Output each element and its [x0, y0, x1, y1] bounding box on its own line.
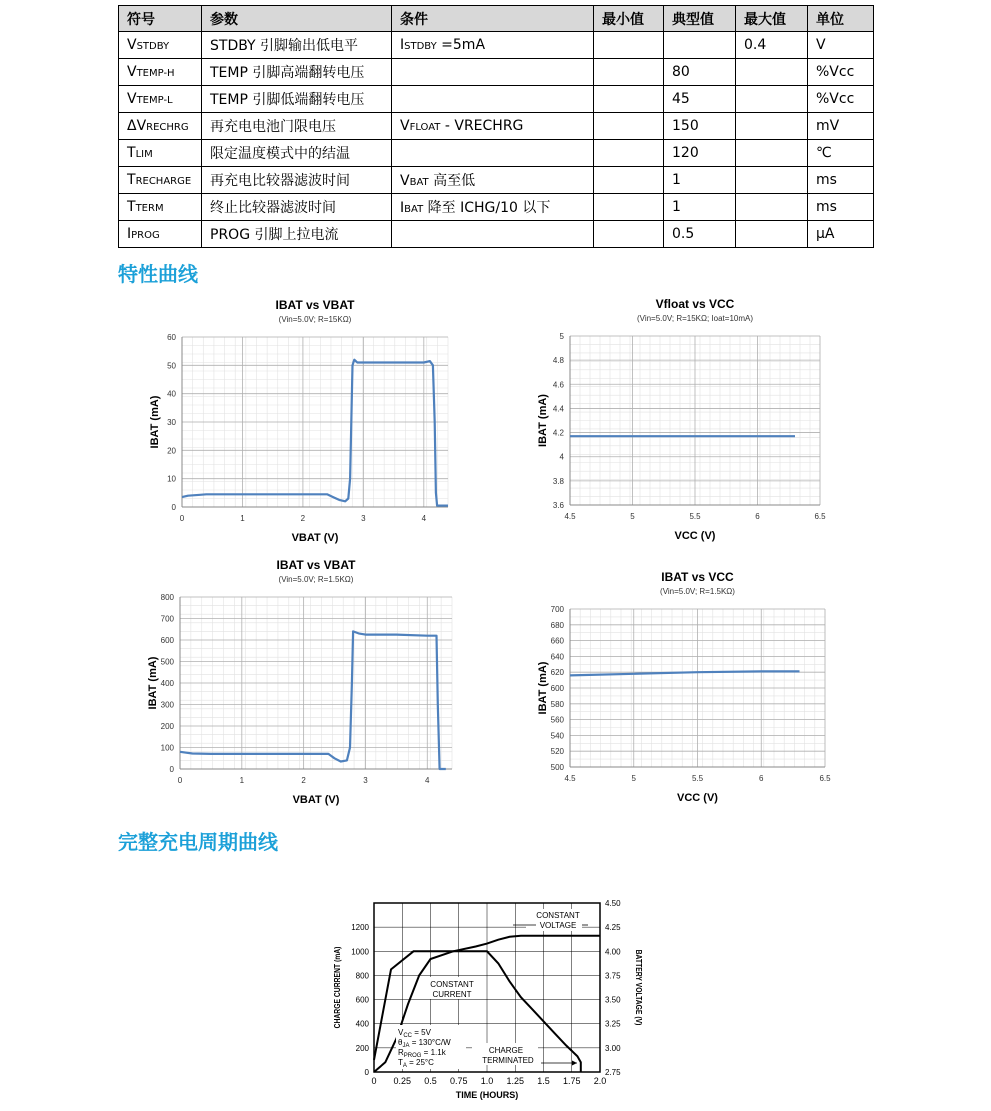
cell-max: 0.4	[736, 32, 808, 59]
table-row	[119, 32, 874, 59]
y-axis-label: IBAT (mA)	[537, 394, 549, 447]
cell-parameter: 再充电比较器滤波时间	[202, 167, 392, 194]
symbol-main: V	[127, 91, 137, 107]
y-axis-label: IBAT (mA)	[537, 661, 549, 715]
condition-subscript: FLOAT	[409, 122, 441, 133]
cell-unit: mV	[808, 113, 874, 140]
symbol-main: T	[127, 172, 136, 188]
y-tick-label: 0	[169, 765, 174, 774]
cell-unit: ℃	[808, 140, 874, 167]
cell-typ: 45	[664, 86, 736, 113]
charge-terminated-label: TERMINATED	[482, 1056, 534, 1065]
condition-subscript: JA	[402, 1043, 410, 1049]
cell-unit: %Vcc	[808, 86, 874, 113]
y-tick-label: 580	[550, 699, 564, 709]
y-tick-label: 560	[550, 715, 564, 725]
cell-max	[736, 59, 808, 86]
cell-condition	[392, 59, 594, 86]
cell-min	[594, 32, 664, 59]
cell-min	[594, 194, 664, 221]
constant-current-label: CONSTANT	[430, 980, 474, 989]
cell-condition	[392, 221, 594, 248]
col-typ: 典型值	[664, 6, 736, 32]
symbol-main: V	[127, 64, 137, 80]
condition-main: V	[400, 173, 410, 189]
y-tick-label: 4.4	[552, 404, 564, 414]
x-tick-label: 4.5	[564, 774, 576, 783]
x-axis-label: VCC (V)	[677, 792, 718, 804]
y-tick-label: 620	[550, 668, 564, 678]
x-tick-label: 5	[630, 512, 635, 521]
y-tick-label: 700	[550, 605, 564, 614]
x-tick-label: 1.25	[506, 1076, 525, 1086]
cell-symbol	[119, 113, 202, 140]
symbol-subscript: RECHARGE	[135, 176, 192, 187]
y2-tick-label: 3.25	[605, 1019, 621, 1029]
x-tick-label: 0	[371, 1076, 377, 1086]
y-tick-label: 800	[160, 593, 174, 602]
condition-rest: = 25°C	[406, 1058, 434, 1067]
x-tick-label: 1	[239, 776, 245, 785]
condition-subscript: PROG	[403, 1053, 422, 1059]
symbol-subscript: PROG	[131, 230, 160, 241]
cell-condition	[392, 167, 594, 194]
y-tick-label: 4.8	[552, 356, 564, 366]
y-tick-label: 400	[160, 679, 174, 688]
y-tick-label: 5	[559, 332, 564, 341]
cell-min	[594, 221, 664, 248]
condition-subscript: BAT	[409, 177, 429, 188]
chart-title: IBAT vs VCC	[661, 570, 734, 584]
cell-parameter: STDBY 引脚输出低电平	[202, 32, 392, 59]
cell-typ: 150	[664, 113, 736, 140]
y-tick-label: 100	[160, 743, 174, 753]
col-parameter: 参数	[202, 6, 392, 32]
y-tick-label: 40	[167, 389, 176, 399]
cell-condition	[392, 140, 594, 167]
condition-subscript: STDBY	[404, 41, 437, 52]
y-tick-label: 4	[559, 452, 564, 462]
cell-condition	[392, 194, 594, 221]
cell-parameter: TEMP 引脚低端翻转电压	[202, 86, 392, 113]
x-tick-label: 5.5	[691, 774, 704, 783]
cell-min	[594, 140, 664, 167]
x-tick-label: 1.0	[480, 1076, 494, 1086]
condition-main: I	[400, 37, 405, 53]
y-tick-label: 500	[550, 763, 564, 772]
y2-tick-label: 2.75	[605, 1068, 621, 1077]
condition-rest: = 1.1k	[421, 1048, 446, 1057]
y-tick-label: 3.8	[552, 476, 564, 486]
y-tick-label: 0	[364, 1068, 369, 1077]
y2-tick-label: 4.25	[605, 923, 621, 933]
x-tick-label: 2	[301, 776, 306, 785]
x-tick-label: 1.75	[562, 1076, 581, 1086]
symbol-subscript: TEMP-H	[136, 68, 175, 79]
symbol-subscript: STDBY	[136, 41, 170, 52]
arrow-icon	[572, 1061, 577, 1066]
y2-axis-label: BATTERY VOLTAGE (V)	[633, 949, 644, 1026]
full-cycle-heading: 完整充电周期曲线	[118, 830, 278, 854]
condition-rest: = 5V	[412, 1028, 431, 1037]
cell-max	[736, 194, 808, 221]
y-axis-label: IBAT (mA)	[147, 656, 159, 710]
x-tick-label: 2	[300, 514, 306, 523]
condition-rest: - VRECHRG	[440, 118, 524, 134]
y-tick-label: 660	[550, 636, 564, 646]
y-tick-label: 50	[167, 361, 176, 371]
chart-subtitle: (Vin=5.0V; R=15KΩ; Ioat=10mA)	[636, 314, 754, 323]
x-tick-label: 2.0	[593, 1076, 607, 1086]
spec-table	[118, 5, 874, 248]
condition-subscript: A	[402, 1063, 407, 1069]
cell-symbol	[119, 221, 202, 248]
condition-main: V	[400, 118, 410, 134]
cell-min	[594, 86, 664, 113]
condition-main: T	[398, 1058, 403, 1067]
y2-tick-label: 3.50	[605, 995, 621, 1005]
y-tick-label: 640	[550, 652, 564, 662]
x-tick-label: 0.25	[393, 1076, 412, 1086]
x-axis-label: VBAT (V)	[292, 794, 340, 806]
cell-unit: V	[808, 32, 874, 59]
x-tick-label: 0.75	[449, 1076, 468, 1086]
symbol-main: I	[127, 226, 132, 242]
x-tick-label: 6	[759, 774, 764, 783]
condition-rest: 降至 ICHG/10 以下	[423, 200, 551, 216]
y-tick-label: 680	[550, 620, 564, 630]
y2-tick-label: 3.75	[605, 971, 621, 981]
cell-typ: 80	[664, 59, 736, 86]
table-row	[119, 167, 874, 194]
cell-symbol	[119, 167, 202, 194]
cell-symbol	[119, 194, 202, 221]
y-tick-label: 500	[160, 657, 174, 667]
x-axis-label: VBAT (V)	[291, 532, 339, 544]
symbol-main: T	[127, 145, 136, 161]
y-tick-label: 600	[550, 684, 564, 693]
condition-rest: =5mA	[436, 37, 486, 53]
y-tick-label: 400	[355, 1019, 369, 1029]
y2-tick-label: 3.00	[605, 1043, 621, 1053]
y-tick-label: 600	[160, 636, 174, 645]
symbol-subscript: RECHRG	[146, 122, 189, 133]
cell-min	[594, 113, 664, 140]
y-tick-label: 1200	[351, 923, 369, 933]
cell-unit: μA	[808, 221, 874, 248]
chart-subtitle: (Vin=5.0V; R=15KΩ)	[278, 315, 352, 324]
y-tick-label: 30	[167, 418, 176, 427]
condition-rest: 高至低	[428, 173, 476, 189]
chart-title: IBAT vs VBAT	[275, 298, 355, 312]
chart-full-charge-cycle	[326, 895, 656, 1107]
y-tick-label: 540	[550, 731, 564, 741]
cell-typ	[664, 32, 736, 59]
table-row	[119, 113, 874, 140]
symbol-subscript: TERM	[135, 203, 164, 214]
x-tick-label: 5	[631, 774, 636, 783]
cell-parameter: PROG 引脚上拉电流	[202, 221, 392, 248]
y2-tick-label: 4.00	[605, 947, 621, 957]
x-tick-label: 3	[363, 776, 368, 785]
condition-main: θ	[398, 1038, 403, 1047]
y-tick-label: 520	[550, 747, 564, 757]
y-tick-label: 0	[171, 503, 176, 512]
y-tick-label: 200	[160, 722, 174, 731]
cell-parameter: 终止比较器滤波时间	[202, 194, 392, 221]
cell-condition	[392, 113, 594, 140]
constant-current-label: CURRENT	[432, 990, 472, 999]
chart-ibat-vbat-15k	[145, 292, 465, 550]
x-tick-label: 0.5	[424, 1076, 437, 1086]
x-tick-label: 4	[425, 776, 430, 785]
x-tick-label: 3	[361, 514, 366, 523]
cell-symbol	[119, 59, 202, 86]
cell-parameter: TEMP 引脚高端翻转电压	[202, 59, 392, 86]
y-axis-label: CHARGE CURRENT (mA)	[332, 946, 343, 1029]
table-row	[119, 221, 874, 248]
table-header-row	[119, 6, 874, 32]
x-axis-label: VCC (V)	[674, 530, 716, 542]
table-row	[119, 194, 874, 221]
symbol-main: T	[127, 199, 136, 215]
cell-symbol	[119, 86, 202, 113]
cell-max	[736, 167, 808, 194]
series-line	[182, 360, 448, 506]
cell-symbol	[119, 140, 202, 167]
y-axis-label: IBAT (mA)	[149, 395, 161, 449]
y-tick-label: 300	[160, 700, 174, 710]
chart-subtitle: (Vin=5.0V; R=1.5KΩ)	[278, 575, 354, 584]
cell-parameter: 再充电电池门限电压	[202, 113, 392, 140]
x-tick-label: 6.5	[814, 512, 826, 521]
cell-max	[736, 86, 808, 113]
cell-unit: %Vcc	[808, 59, 874, 86]
y-tick-label: 800	[355, 971, 369, 981]
col-symbol: 符号	[119, 6, 202, 32]
x-tick-label: 4	[421, 514, 427, 523]
y-tick-label: 700	[160, 614, 174, 624]
condition-main: R	[398, 1048, 404, 1057]
symbol-main: V	[127, 37, 137, 53]
condition-main: V	[398, 1028, 404, 1037]
col-unit: 单位	[808, 6, 874, 32]
x-tick-label: 6.5	[819, 774, 831, 783]
condition-subscript: BAT	[404, 204, 424, 215]
y-tick-label: 3.6	[552, 501, 564, 510]
chart-title: IBAT vs VBAT	[276, 558, 356, 572]
y-tick-label: 60	[167, 333, 176, 342]
cell-parameter: 限定温度模式中的结温	[202, 140, 392, 167]
cell-condition	[392, 32, 594, 59]
x-axis-label: TIME (HOURS)	[455, 1090, 519, 1100]
cell-typ: 1	[664, 167, 736, 194]
cell-min	[594, 167, 664, 194]
y-tick-label: 200	[355, 1043, 369, 1053]
condition-subscript: CC	[403, 1033, 413, 1039]
cell-max	[736, 113, 808, 140]
x-tick-label: 1	[240, 514, 245, 523]
col-condition: 条件	[392, 6, 594, 32]
symbol-subscript: LIM	[135, 149, 153, 160]
y-tick-label: 20	[167, 446, 176, 456]
chart-ibat-vbat-1-5k	[145, 552, 465, 814]
x-tick-label: 0	[179, 514, 185, 523]
cell-unit: ms	[808, 194, 874, 221]
characteristics-heading: 特性曲线	[118, 262, 198, 286]
table-row	[119, 59, 874, 86]
condition-main: I	[400, 200, 405, 216]
col-max: 最大值	[736, 6, 808, 32]
cell-typ: 1	[664, 194, 736, 221]
cell-symbol	[119, 32, 202, 59]
y-tick-label: 4.6	[552, 380, 564, 390]
constant-voltage-label: CONSTANT	[536, 911, 580, 920]
table-row	[119, 140, 874, 167]
chart-vfloat-vcc	[535, 292, 835, 550]
cell-min	[594, 59, 664, 86]
charge-terminated-label: CHARGE	[488, 1046, 524, 1055]
symbol-subscript: TEMP-L	[136, 95, 173, 106]
col-min: 最小值	[594, 6, 664, 32]
y2-tick-label: 4.50	[605, 899, 621, 908]
cell-typ: 120	[664, 140, 736, 167]
x-tick-label: 0	[177, 776, 183, 785]
y-tick-label: 10	[167, 474, 176, 484]
x-tick-label: 1.5	[537, 1076, 550, 1086]
x-tick-label: 6	[755, 512, 760, 521]
table-row	[119, 86, 874, 113]
y-tick-label: 4.2	[552, 428, 564, 438]
chart-subtitle: (Vin=5.0V; R=1.5KΩ)	[660, 587, 735, 596]
condition-rest: = 130°C/W	[409, 1038, 451, 1047]
cell-typ: 0.5	[664, 221, 736, 248]
constant-voltage-label: VOLTAGE	[539, 921, 577, 930]
cell-unit: ms	[808, 167, 874, 194]
y-tick-label: 600	[355, 995, 369, 1005]
chart-ibat-vcc	[535, 568, 835, 814]
x-tick-label: 5.5	[689, 512, 701, 521]
cell-max	[736, 221, 808, 248]
x-tick-label: 4.5	[564, 512, 576, 521]
cell-condition	[392, 86, 594, 113]
chart-title: Vfloat vs VCC	[655, 297, 735, 311]
symbol-main: ΔV	[127, 118, 147, 134]
y-tick-label: 1000	[351, 947, 369, 957]
cell-max	[736, 140, 808, 167]
